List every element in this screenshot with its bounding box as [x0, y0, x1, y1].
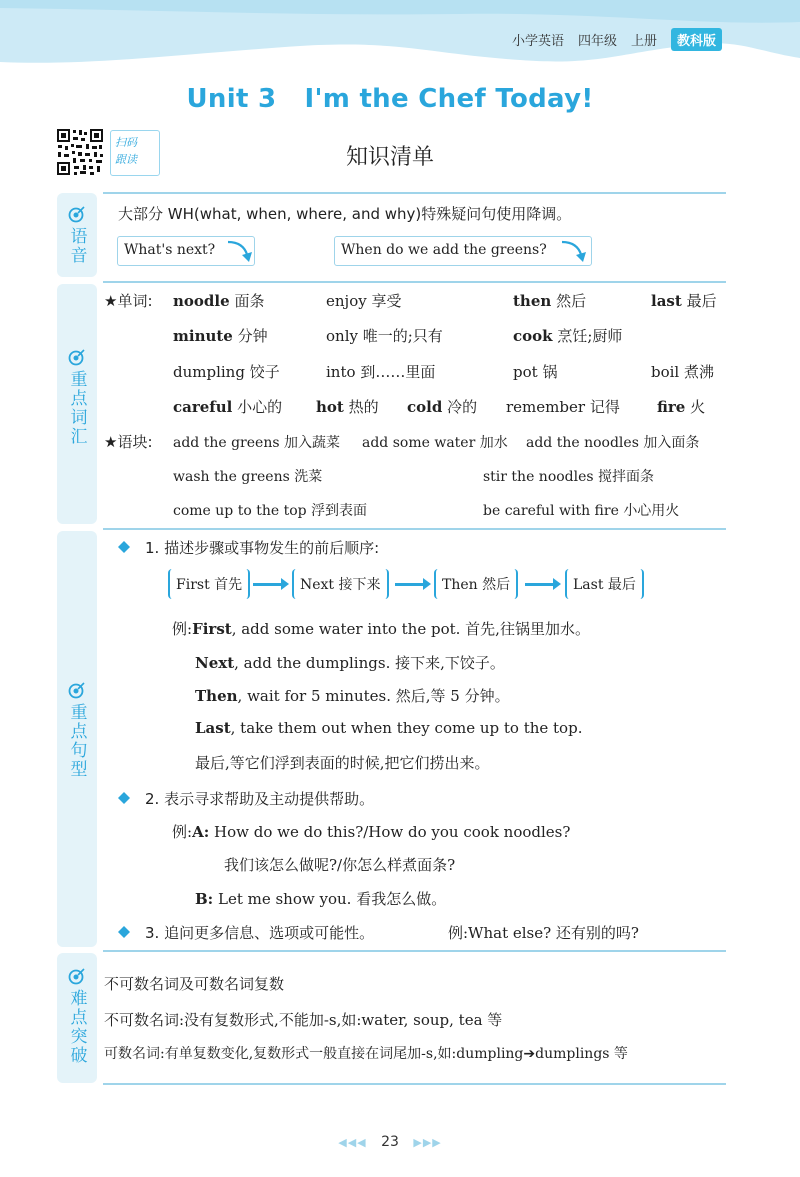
phrase: wash the greens 洗菜 — [173, 469, 323, 485]
phrase: add the noodles 加入面条 — [526, 435, 700, 451]
vocab-word: pot 锅 — [513, 363, 558, 381]
divider — [103, 528, 726, 530]
right-arrows-icon: ▶▶▶ — [413, 1136, 442, 1149]
target-icon — [68, 681, 86, 699]
side-tab-vocabulary — [57, 284, 97, 524]
phrase: add some water 加水 — [362, 435, 508, 451]
vocab-word: last 最后 — [651, 292, 717, 310]
vocab-word: only 唯一的;只有 — [326, 327, 443, 345]
phrase: come up to the top 浮到表面 — [173, 503, 368, 519]
scan-to-read-label: 扫码 跟读 — [110, 130, 160, 176]
example-sentence: 例:A: How do we do this?/How do you cook noodles? — [172, 823, 571, 841]
pronunciation-rule: 大部分 WH(what, when, where, and why)特殊疑问句使用降调。 — [118, 205, 572, 223]
vocab-word: careful 小心的 — [173, 398, 283, 416]
difficulty-line: 不可数名词:没有复数形式,不能加-s,如:water, soup, tea 等 — [104, 1011, 503, 1029]
step-last: Last 最后 — [565, 569, 644, 599]
vocab-word: hot 热的 — [316, 398, 379, 416]
divider — [103, 1083, 726, 1085]
section-title: 知识清单 — [345, 145, 434, 170]
point-3-title: 3. 追问更多信息、选项或可能性。 — [145, 924, 375, 942]
step-first: First 首先 — [168, 569, 250, 599]
example-sentence: Last, take them out when they come up to the top. — [195, 719, 583, 737]
side-label: 重点词汇 — [66, 370, 87, 446]
example-sentence: 例:What else? 还有别的吗? — [448, 924, 639, 942]
divider — [103, 192, 726, 194]
diamond-bullet-icon — [118, 541, 130, 553]
unit-title: Unit 3 I'm the Chef Today! — [186, 84, 594, 114]
example-sentence: Next, add the dumplings. 接下来,下饺子。 — [195, 654, 505, 672]
difficulty-line: 可数名词:有单复数变化,复数形式一般直接在词尾加-s,如:dumpling➔dumplings 等 — [104, 1046, 628, 1062]
target-icon — [68, 348, 86, 366]
side-label: 重点句型 — [66, 703, 87, 779]
falling-arrow-icon — [560, 238, 590, 266]
phrase: stir the noodles 搅拌面条 — [483, 469, 655, 485]
vocab-word: cold 冷的 — [407, 398, 478, 416]
phrase: add the greens 加入蔬菜 — [173, 435, 340, 451]
step-next: Next 接下来 — [292, 569, 389, 599]
side-tab-sentences — [57, 531, 97, 947]
vocab-word: into 到……里面 — [326, 363, 436, 381]
vocab-word: cook 烹饪;厨师 — [513, 327, 623, 345]
side-label: 难点突破 — [66, 989, 87, 1065]
step-arrow-icon — [395, 583, 425, 586]
intonation-example-2: When do we add the greens? — [334, 236, 592, 266]
divider — [103, 950, 726, 952]
intonation-example-1: What's next? — [117, 236, 255, 266]
words-label: ★单词: — [104, 292, 153, 310]
example-sentence: Then, wait for 5 minutes. 然后,等 5 分钟。 — [195, 687, 510, 705]
vocab-word: boil 煮沸 — [651, 363, 715, 381]
grade: 四年级 — [577, 34, 617, 49]
step-arrow-icon — [253, 583, 283, 586]
example-sentence: 例:First, add some water into the pot. 首先,往锅里加水。 — [172, 620, 590, 638]
side-tab-pronunciation — [57, 193, 97, 277]
divider — [103, 281, 726, 283]
point-2-title: 2. 表示寻求帮助及主动提供帮助。 — [145, 790, 375, 808]
side-label: 语音 — [66, 227, 87, 265]
arrow-right-icon: ➔ — [523, 1046, 536, 1062]
vocab-word: enjoy 享受 — [326, 292, 402, 310]
vocab-word: dumpling 饺子 — [173, 363, 280, 381]
phrase: be careful with fire 小心用火 — [483, 503, 680, 519]
side-tab-difficulty — [57, 953, 97, 1083]
target-icon — [68, 967, 86, 985]
example-translation: 最后,等它们浮到表面的时候,把它们捞出来。 — [195, 754, 490, 772]
target-icon — [68, 205, 86, 223]
step-then: Then 然后 — [434, 569, 518, 599]
phrases-label: ★语块: — [104, 433, 153, 451]
diamond-bullet-icon — [118, 926, 130, 938]
vocab-word: then 然后 — [513, 292, 587, 310]
vocab-word: remember 记得 — [506, 398, 620, 416]
edition-badge: 教科版 — [671, 28, 722, 51]
left-arrows-icon: ◀◀◀ — [338, 1136, 367, 1149]
difficulty-title: 不可数名词及可数名词复数 — [104, 975, 285, 993]
vocab-word: fire 火 — [657, 398, 706, 416]
diamond-bullet-icon — [118, 792, 130, 804]
term: 上册 — [630, 34, 657, 49]
vocab-word: noodle 面条 — [173, 292, 265, 310]
page-number: ◀◀◀ 23 ▶▶▶ — [338, 1134, 442, 1150]
subject: 小学英语 — [511, 34, 564, 49]
book-info — [512, 28, 722, 51]
falling-arrow-icon — [226, 238, 256, 266]
vocab-word: minute 分钟 — [173, 327, 268, 345]
point-1-title: 1. 描述步骤或事物发生的前后顺序: — [145, 539, 380, 557]
step-arrow-icon — [525, 583, 555, 586]
example-translation: 我们该怎么做呢?/你怎么样煮面条? — [224, 856, 456, 874]
example-sentence: B: Let me show you. 看我怎么做。 — [195, 890, 447, 908]
